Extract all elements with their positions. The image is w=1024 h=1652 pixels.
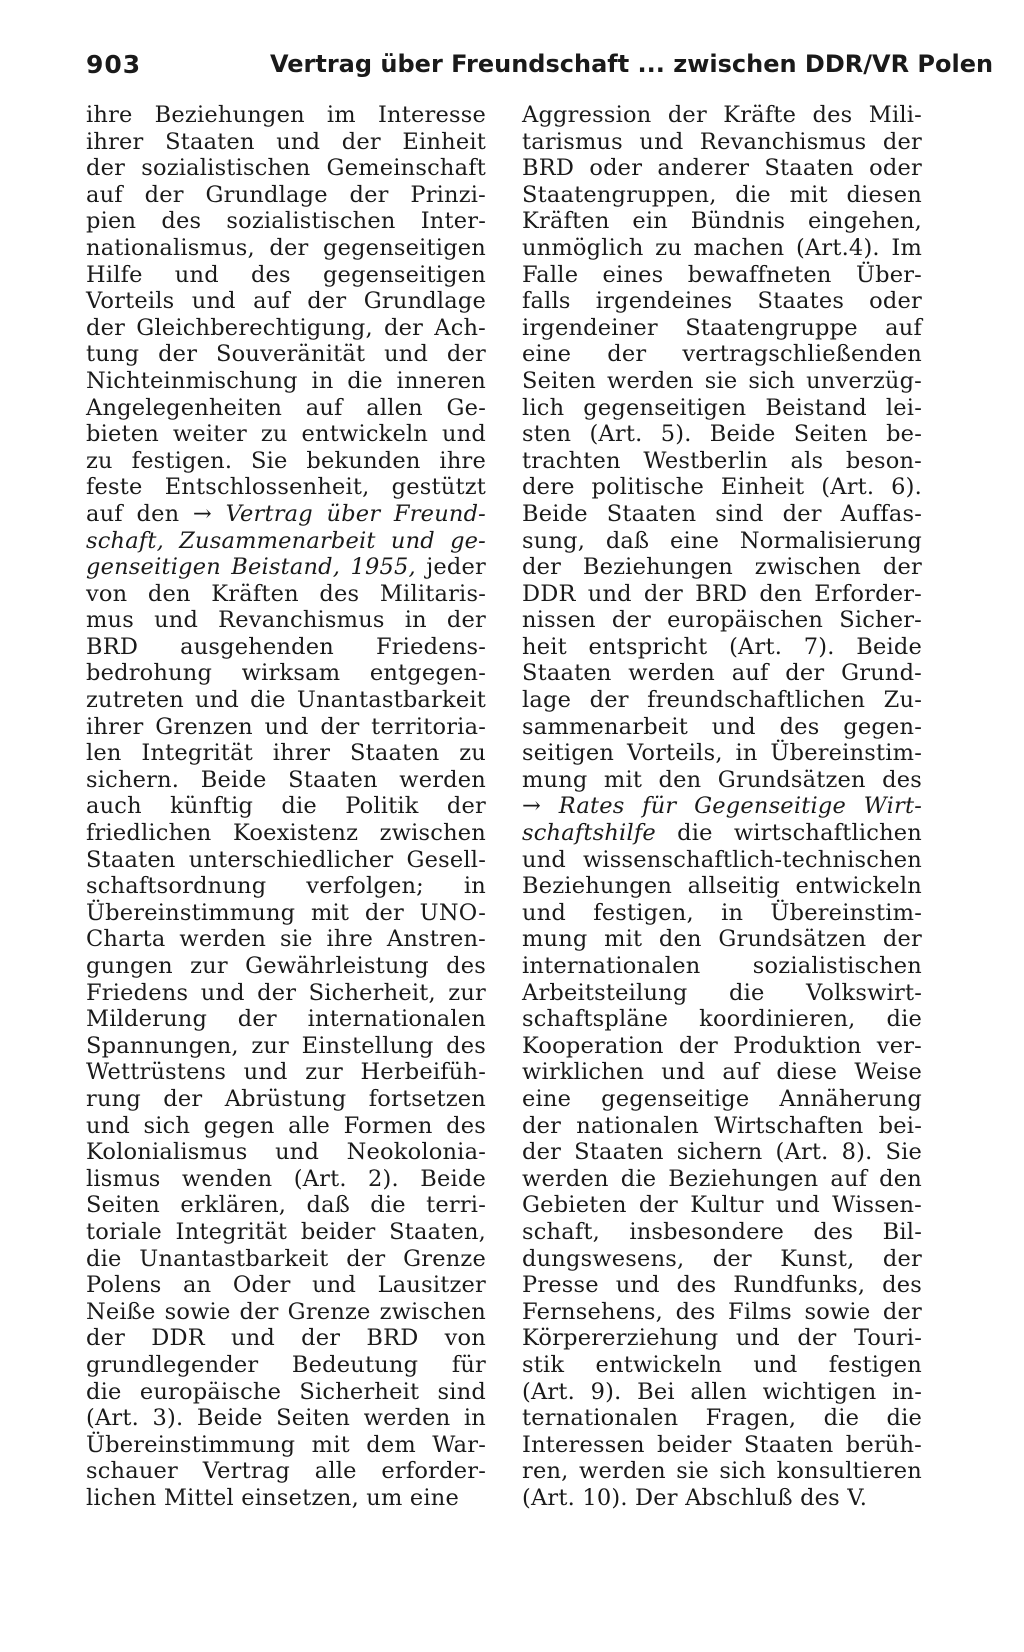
text-line: feste Entschlossenheit, gestützt: [86, 474, 486, 501]
text-line: bedrohung wirksam entgegen-: [86, 660, 486, 687]
text-line: DDR und der BRD den Erforder-: [522, 580, 922, 607]
text-line: der nationalen Wirtschaften bei-: [522, 1112, 922, 1139]
text-line: eine der vertragschließenden: [522, 341, 922, 368]
text-line: sichern. Beide Staaten werden: [86, 766, 486, 793]
text-line: mus und Revanchismus in der: [86, 607, 486, 634]
text-line: Kolonialismus und Neokolonia-: [86, 1139, 486, 1166]
text-line: nissen der europäischen Sicher-: [522, 607, 922, 634]
text-line: wirklichen und auf diese Weise: [522, 1059, 922, 1086]
text-line: ternationalen Fragen, die die: [522, 1405, 922, 1432]
text-line: friedlichen Koexistenz zwischen: [86, 820, 486, 847]
text-line: Interessen beider Staaten berüh-: [522, 1431, 922, 1458]
text-line: grundlegender Bedeutung für: [86, 1351, 486, 1378]
text-line: die europäische Sicherheit sind: [86, 1378, 486, 1405]
text-line: Polens an Oder und Lausitzer: [86, 1272, 486, 1299]
text-line: seitigen Vorteils, in Übereinstim-: [522, 740, 922, 767]
text-line: len Integrität ihrer Staaten zu: [86, 740, 486, 767]
text-line: sung, daß eine Normalisierung: [522, 527, 922, 554]
text-line: dungswesens, der Kunst, der: [522, 1245, 922, 1272]
text-line: lich gegenseitigen Beistand lei-: [522, 394, 922, 421]
text-line: schauer Vertrag alle erforder-: [86, 1458, 486, 1485]
text-line: sten (Art. 5). Beide Seiten be-: [522, 421, 922, 448]
text-line: heit entspricht (Art. 7). Beide: [522, 633, 922, 660]
text-line: → Rates für Gegenseitige Wirt-: [522, 793, 922, 820]
text-line: gungen zur Gewährleistung des: [86, 953, 486, 979]
text-line: stik entwickeln und festigen: [522, 1351, 922, 1378]
text-line: auch künftig die Politik der: [86, 793, 486, 820]
text-line: Seiten erklären, daß die terri-: [86, 1192, 486, 1219]
text-line: auf den → Vertrag über Freund-: [86, 500, 486, 527]
text-line: Hilfe und des gegenseitigen: [86, 261, 486, 288]
text-line: Arbeitsteilung die Volkswirt-: [522, 979, 922, 1006]
text-line: und sich gegen alle Formen des: [86, 1112, 486, 1139]
text-line: Körpererziehung und der Touri-: [522, 1325, 922, 1352]
text-column-left: [86, 102, 486, 1511]
text-line: der Beziehungen zwischen der: [522, 554, 922, 581]
text-line: bieten weiter zu entwickeln und: [86, 421, 486, 448]
text-line: der Gleichberechtigung, der Ach-: [86, 314, 486, 341]
text-line: zu festigen. Sie bekunden ihre: [86, 447, 486, 474]
text-line: mung mit den Grundsätzen des: [522, 766, 922, 793]
text-line: ihre Beziehungen im Interesse: [86, 102, 486, 128]
text-line: schaftsordnung verfolgen; in: [86, 873, 486, 900]
text-line: Nichteinmischung in die inneren: [86, 367, 486, 394]
text-line: schaftspläne koordinieren, die: [522, 1006, 922, 1033]
text-line: Staaten werden auf der Grund-: [522, 660, 922, 687]
text-line: Aggression der Kräfte des Mili-: [522, 102, 922, 128]
text-line: der DDR und der BRD von: [86, 1325, 486, 1352]
text-line: der Staaten sichern (Art. 8). Sie: [522, 1139, 922, 1166]
text-line: Beziehungen allseitig entwickeln: [522, 873, 922, 900]
text-line: auf der Grundlage der Prinzi-: [86, 181, 486, 208]
text-line: trachten Westberlin als beson-: [522, 447, 922, 474]
text-line: (Art. 3). Beide Seiten werden in: [86, 1405, 486, 1432]
text-line: Beide Staaten sind der Auffas-: [522, 500, 922, 527]
text-line: schaft, insbesondere des Bil-: [522, 1218, 922, 1245]
text-line: lage der freundschaftlichen Zu-: [522, 687, 922, 714]
text-line: lismus wenden (Art. 2). Beide: [86, 1165, 486, 1192]
text-line: werden die Beziehungen auf den: [522, 1165, 922, 1192]
text-line: nationalismus, der gegenseitigen: [86, 234, 486, 261]
text-line: falls irgendeines Staates oder: [522, 288, 922, 315]
text-line: Falle eines bewaffneten Über-: [522, 261, 922, 288]
page-number: 903: [86, 50, 142, 79]
text-line: Staatengruppen, die mit diesen: [522, 181, 922, 208]
text-line: und festigen, in Übereinstim-: [522, 899, 922, 926]
text-line: (Art. 9). Bei allen wichtigen in-: [522, 1378, 922, 1405]
text-line: tung der Souveränität und der: [86, 341, 486, 368]
text-line: Gebieten der Kultur und Wissen-: [522, 1192, 922, 1219]
text-line: rung der Abrüstung fortsetzen: [86, 1085, 486, 1112]
text-line: pien des sozialistischen Inter-: [86, 208, 486, 235]
text-line: BRD oder anderer Staaten oder: [522, 155, 922, 182]
text-line: tarismus und Revanchismus der: [522, 128, 922, 155]
text-line: zutreten und die Unantastbarkeit: [86, 687, 486, 714]
text-line: Milderung der internationalen: [86, 1006, 486, 1033]
text-line: Übereinstimmung mit der UNO-: [86, 899, 486, 926]
text-line: Fernsehens, des Films sowie der: [522, 1298, 922, 1325]
text-line: Presse und des Rundfunks, des: [522, 1272, 922, 1299]
text-line: von den Kräften des Militaris-: [86, 580, 486, 607]
text-column-right: [522, 102, 922, 1511]
text-line: internationalen sozialistischen: [522, 953, 922, 979]
text-line: irgendeiner Staatengruppe auf: [522, 314, 922, 341]
text-line: ren, werden sie sich konsultieren: [522, 1458, 922, 1485]
text-line: schaftshilfe die wirtschaftlichen: [522, 820, 922, 847]
text-line: genseitigen Beistand, 1955, jeder: [86, 554, 486, 581]
text-line: ihrer Grenzen und der territoria-: [86, 713, 486, 740]
text-line: mung mit den Grundsätzen der: [522, 926, 922, 953]
text-line: Seiten werden sie sich unverzüg-: [522, 367, 922, 394]
text-line: toriale Integrität beider Staaten,: [86, 1218, 486, 1245]
text-line: BRD ausgehenden Friedens-: [86, 633, 486, 660]
text-line: ihrer Staaten und der Einheit: [86, 128, 486, 155]
text-line: und wissenschaftlich-technischen: [522, 846, 922, 873]
text-line: Spannungen, zur Einstellung des: [86, 1032, 486, 1059]
text-line: sammenarbeit und des gegen-: [522, 713, 922, 740]
text-line: Angelegenheiten auf allen Ge-: [86, 394, 486, 421]
text-line: dere politische Einheit (Art. 6).: [522, 474, 922, 501]
text-line: eine gegenseitige Annäherung: [522, 1085, 922, 1112]
text-line: schaft, Zusammenarbeit und ge-: [86, 527, 486, 554]
text-line: Staaten unterschiedlicher Gesell-: [86, 846, 486, 873]
text-line: Wettrüstens und zur Herbeifüh-: [86, 1059, 486, 1086]
text-line: Übereinstimmung mit dem War-: [86, 1431, 486, 1458]
text-line: der sozialistischen Gemeinschaft: [86, 155, 486, 182]
text-line: lichen Mittel einsetzen, um eine: [86, 1484, 459, 1511]
text-line: unmöglich zu machen (Art.4). Im: [522, 234, 922, 261]
text-line: (Art. 10). Der Abschluß des V.: [522, 1484, 868, 1511]
text-line: Neiße sowie der Grenze zwischen: [86, 1298, 486, 1325]
text-line: Friedens und der Sicherheit, zur: [86, 979, 486, 1006]
text-line: Vorteils und auf der Grundlage: [86, 288, 486, 315]
text-line: Kräften ein Bündnis eingehen,: [522, 208, 922, 235]
running-title: Vertrag über Freundschaft ... zwischen DDR/VR Polen: [270, 50, 994, 78]
text-line: die Unantastbarkeit der Grenze: [86, 1245, 486, 1272]
text-line: Charta werden sie ihre Anstren-: [86, 926, 486, 953]
text-line: Kooperation der Produktion ver-: [522, 1032, 922, 1059]
